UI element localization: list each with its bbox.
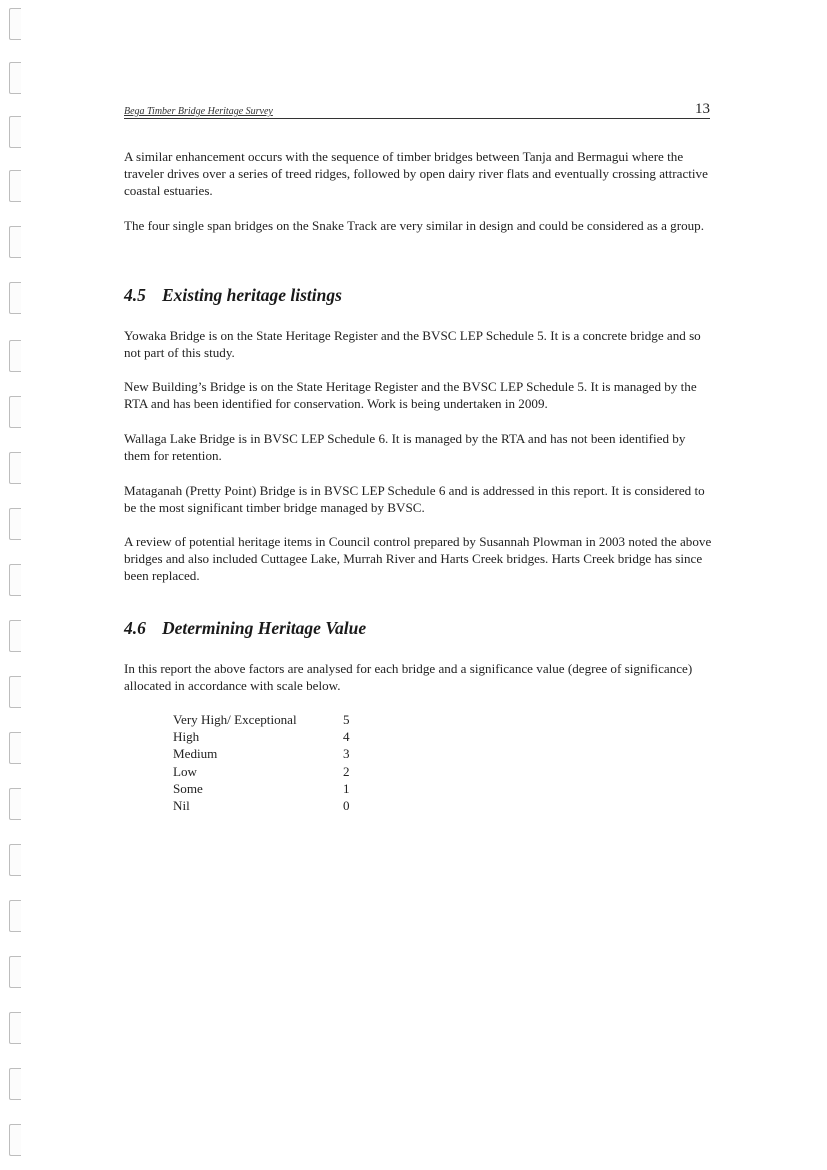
scale-value: 4 (343, 729, 350, 745)
binder-hole-mark (9, 62, 21, 94)
binder-hole-mark (9, 620, 21, 652)
binder-hole-mark (9, 956, 21, 988)
paragraph: Mataganah (Pretty Point) Bridge is in BVSC LEP Schedule 6 and is addressed in this report. It is considered to be the most significant timber bridge managed by BVSC. (124, 483, 705, 515)
paragraph: A review of potential heritage items in Council control prepared by Susannah Plowman in 2003 noted the above bridges and also included Cuttagee Lake, Murrah River and Harts Creek bridges. Harts Creek bridge has since been replaced. (124, 534, 712, 583)
paragraph: In this report the above factors are analysed for each bridge and a significance value (degree of significance) allocated in accordance with scale below. (124, 661, 693, 693)
scale-value: 2 (343, 763, 350, 779)
scale-label: Low (173, 763, 198, 779)
binder-hole-mark (9, 900, 21, 932)
scale-value: 3 (343, 746, 350, 762)
binder-hole-mark (9, 564, 21, 596)
significance-scale (173, 711, 363, 814)
document-title: Bega Timber Bridge Heritage Survey (124, 106, 273, 117)
section-heading (124, 618, 366, 639)
scale-row (173, 745, 363, 762)
binder-hole-mark (9, 396, 21, 428)
paragraph: New Building’s Bridge is on the State Heritage Register and the BVSC LEP Schedule 5. It is managed by the RTA and has been identified for conservation. Work is being undertaken in 2009. (124, 379, 697, 411)
binder-hole-mark (9, 1068, 21, 1100)
binder-hole-mark (9, 226, 21, 258)
scale-value: 5 (343, 712, 350, 727)
scale-value: 0 (343, 797, 350, 813)
paragraph: The four single span bridges on the Snake Track are very similar in design and could be considered as a group. (124, 218, 704, 233)
binder-hole-mark (9, 8, 21, 40)
page-header (124, 100, 710, 119)
scale-row (173, 797, 363, 814)
binder-hole-mark (9, 508, 21, 540)
section-number: 4.6 (124, 618, 146, 638)
scale-label: Nil (173, 797, 190, 813)
section-heading (124, 285, 342, 306)
binder-hole-mark (9, 452, 21, 484)
binder-hole-mark (9, 844, 21, 876)
scale-row (173, 728, 363, 745)
section-title: Existing heritage listings (162, 285, 342, 305)
binder-hole-mark (9, 170, 21, 202)
scale-label: Very High/ Exceptional (173, 712, 297, 727)
page-number: 13 (695, 101, 710, 117)
scale-label: Medium (173, 746, 218, 762)
paragraph: Wallaga Lake Bridge is in BVSC LEP Schedule 6. It is managed by the RTA and has not been identified by them for retention. (124, 431, 686, 463)
section-number: 4.5 (124, 285, 146, 305)
binder-hole-mark (9, 788, 21, 820)
scale-label: Some (173, 780, 203, 796)
binder-hole-mark (9, 1124, 21, 1156)
scale-row (173, 711, 363, 728)
scale-row (173, 780, 363, 797)
scale-value: 1 (343, 780, 350, 796)
binder-hole-mark (9, 732, 21, 764)
binder-hole-mark (9, 116, 21, 148)
binder-hole-mark (9, 282, 21, 314)
binder-hole-mark (9, 676, 21, 708)
scale-row (173, 763, 363, 780)
paragraph: A similar enhancement occurs with the sequence of timber bridges between Tanja and Bermagui where the traveler drives over a series of treed ridges, followed by open dairy river flats and eventually crossing attractive coastal estuaries. (124, 149, 708, 198)
paragraph: Yowaka Bridge is on the State Heritage Register and the BVSC LEP Schedule 5. It is a concrete bridge and so not part of this study. (124, 328, 701, 360)
binder-hole-mark (9, 1012, 21, 1044)
section-title: Determining Heritage Value (162, 618, 367, 638)
scale-label: High (173, 729, 200, 745)
binder-hole-mark (9, 340, 21, 372)
